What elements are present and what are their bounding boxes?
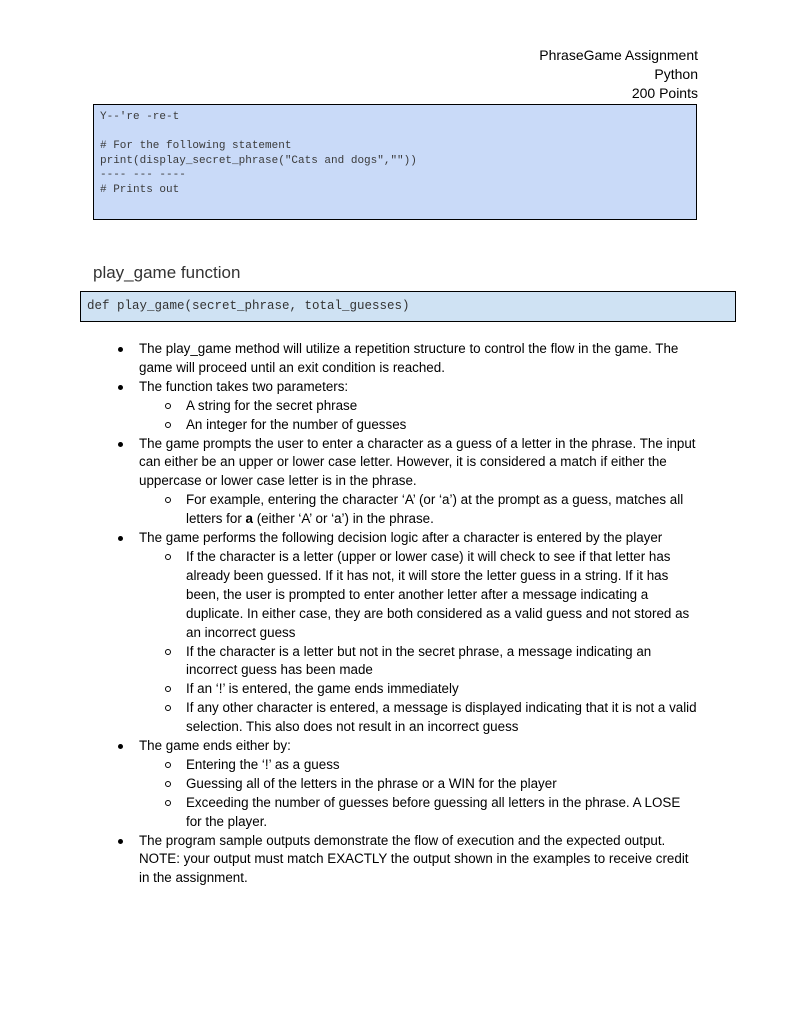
sub-list-item: Guessing all of the letters in the phrase or a WIN for the player xyxy=(117,775,707,794)
code-line: ---- --- ---- xyxy=(100,169,186,182)
sub-list-item: An integer for the number of guesses xyxy=(117,416,707,435)
document-header xyxy=(539,46,698,103)
code-line xyxy=(100,125,696,140)
list-item: The game ends either by: xyxy=(117,737,707,756)
sub-list-item: For example, entering the character ‘A’ (or ‘a’) at the prompt as a guess, matches all letters for a (either ‘A’ or ‘a’) in the phrase. xyxy=(117,491,707,529)
sub-list-item: If the character is a letter but not in the secret phrase, a message indicating an incorrect guess has been made xyxy=(117,643,707,681)
list-item: The game prompts the user to enter a character as a guess of a letter in the phrase. The input can either be an upper or lower case letter. However, it is considered a match if either the uppercase or lower case letter is in the phrase. xyxy=(117,435,707,492)
sub-list-item: If the character is a letter (upper or lower case) it will check to see if that letter has already been guessed. If it has not, it will store the letter guess in a string. If it has been, the user is prompted to enter another letter after a message indicating a duplicate. In either case, they are both considered as a valid guess and not stored as an incorrect guess xyxy=(117,548,707,643)
assignment-title: PhraseGame Assignment xyxy=(539,47,698,63)
list-item: The play_game method will utilize a repetition structure to control the flow in the game. The game will proceed until an exit condition is reached. xyxy=(117,340,707,378)
sub-list-item: Entering the ‘!’ as a guess xyxy=(117,756,707,775)
code-example-block xyxy=(93,104,697,220)
sub-list-item: If any other character is entered, a message is displayed indicating that it is not a valid selection. This also does not result in an incorrect guess xyxy=(117,699,707,737)
sub-list-item: Exceeding the number of guesses before guessing all letters in the phrase. A LOSE for the player. xyxy=(117,794,707,832)
list-item: The function takes two parameters: xyxy=(117,378,707,397)
code-line: print(display_secret_phrase("Cats and dogs","")) xyxy=(100,154,417,167)
code-line: # Prints out xyxy=(100,183,180,196)
section-heading: play_game function xyxy=(93,263,241,282)
points-label: 200 Points xyxy=(631,85,698,101)
code-line: # For the following statement xyxy=(100,140,292,153)
sub-list-item: A string for the secret phrase xyxy=(117,397,707,416)
language-label: Python xyxy=(654,66,698,82)
function-signature: def play_game(secret_phrase, total_guesses) xyxy=(80,291,736,322)
list-item: The program sample outputs demonstrate the flow of execution and the expected output. NOTE: your output must match EXACTLY the output shown in the examples to receive credit in the assignment. xyxy=(117,832,707,889)
requirements-list xyxy=(117,340,707,888)
code-line: Y--'re -re-t xyxy=(100,111,180,123)
list-item: The game performs the following decision logic after a character is entered by the player xyxy=(117,529,707,548)
sub-list-item: If an ‘!’ is entered, the game ends immediately xyxy=(117,680,707,699)
